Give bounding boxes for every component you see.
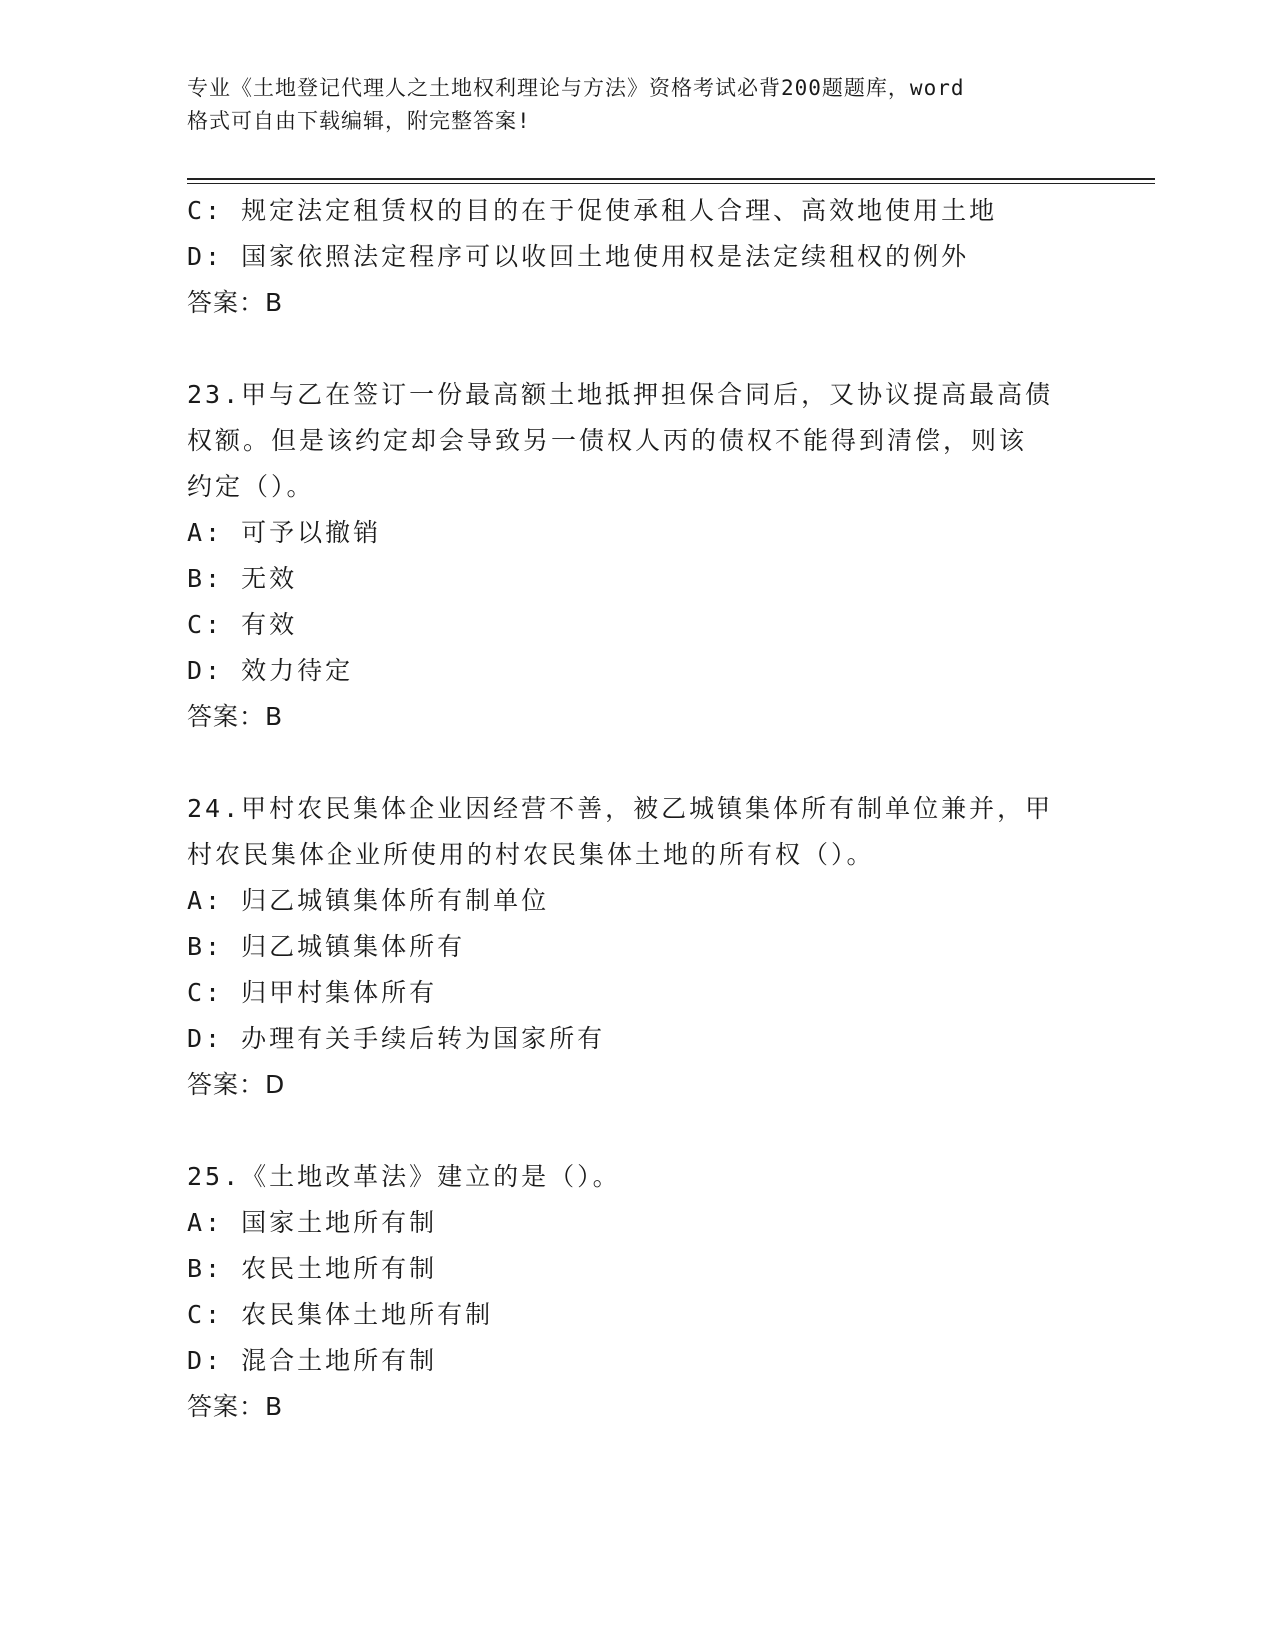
option-a: A: 国家土地所有制 bbox=[187, 1208, 438, 1237]
question-text-line: 25.《土地改革法》建立的是（）。 bbox=[187, 1162, 621, 1191]
option-d: D: 效力待定 bbox=[187, 656, 354, 685]
option-a: A: 可予以撤销 bbox=[187, 518, 382, 547]
answer-line: 答案：B bbox=[187, 1392, 284, 1421]
answer-line: 答案：B bbox=[187, 288, 284, 317]
question-24 bbox=[187, 786, 1087, 1108]
option-c: C: 规定法定租赁权的目的在于促使承租人合理、高效地使用土地 bbox=[187, 196, 998, 225]
question-text-line: 约定（）。 bbox=[187, 472, 315, 501]
question-25 bbox=[187, 1154, 1087, 1430]
header-divider-thick bbox=[187, 178, 1155, 180]
header-title-line-1: 专业《土地登记代理人之土地权利理论与方法》资格考试必背200题题库，word bbox=[187, 76, 965, 100]
question-text-line: 村农民集体企业所使用的村农民集体土地的所有权（）。 bbox=[187, 840, 875, 869]
header-title-line-2: 格式可自由下载编辑，附完整答案! bbox=[187, 109, 531, 133]
question-text-line: 24.甲村农民集体企业因经营不善，被乙城镇集体所有制单位兼并，甲 bbox=[187, 794, 1054, 823]
option-c: C: 农民集体土地所有制 bbox=[187, 1300, 494, 1329]
option-c: C: 有效 bbox=[187, 610, 298, 639]
option-d: D: 国家依照法定程序可以收回土地使用权是法定续租权的例外 bbox=[187, 242, 970, 271]
header-divider-thin bbox=[187, 183, 1155, 184]
option-d: D: 办理有关手续后转为国家所有 bbox=[187, 1024, 606, 1053]
option-b: B: 农民土地所有制 bbox=[187, 1254, 438, 1283]
question-content bbox=[187, 188, 1087, 1430]
question-text-line: 权额。但是该约定却会导致另一债权人丙的债权不能得到清偿，则该 bbox=[187, 426, 1028, 455]
previous-question-tail bbox=[187, 188, 1087, 326]
option-a: A: 归乙城镇集体所有制单位 bbox=[187, 886, 550, 915]
option-d: D: 混合土地所有制 bbox=[187, 1346, 438, 1375]
option-b: B: 无效 bbox=[187, 564, 298, 593]
option-b: B: 归乙城镇集体所有 bbox=[187, 932, 466, 961]
question-23 bbox=[187, 372, 1087, 740]
option-c: C: 归甲村集体所有 bbox=[187, 978, 438, 1007]
document-header bbox=[187, 72, 1067, 138]
question-text-line: 23.甲与乙在签订一份最高额土地抵押担保合同后，又协议提高最高债 bbox=[187, 380, 1054, 409]
answer-line: 答案：D bbox=[187, 1070, 286, 1099]
answer-line: 答案：B bbox=[187, 702, 284, 731]
